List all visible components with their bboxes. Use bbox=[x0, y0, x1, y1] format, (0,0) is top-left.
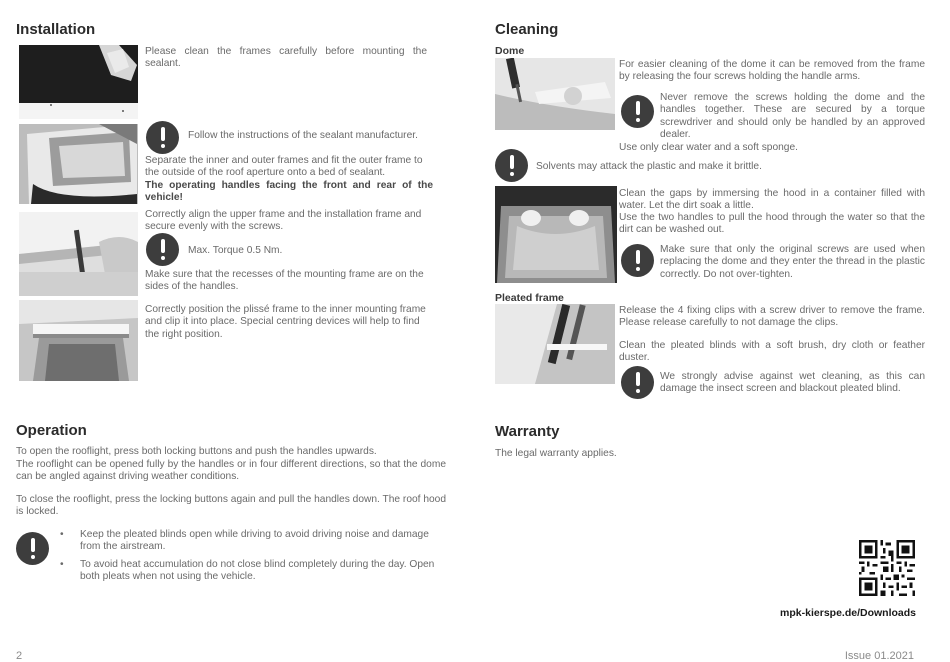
cleaning-dome-p1: For easier cleaning of the dome it can be removed from the frame by releasing the four screws holding the handle arms. bbox=[619, 59, 925, 83]
installation-heading: Installation bbox=[16, 21, 96, 38]
warning-icon bbox=[621, 366, 654, 399]
cleaning-heading: Cleaning bbox=[495, 21, 559, 38]
cleaning-photo-hood-water bbox=[495, 186, 617, 283]
list-item: • Keep the pleated blinds open while driving to avoid driving noise and damage from the airstream. bbox=[56, 529, 446, 554]
installation-photo-outer-frame bbox=[19, 124, 138, 204]
warning-icon bbox=[621, 95, 654, 128]
installation-photo-frame-cleaning bbox=[19, 45, 138, 119]
cleaning-photo-pleated-frame bbox=[495, 304, 615, 384]
operation-p3: To close the rooflight, press the locking buttons again and pull the handles down. The roof hood is locked. bbox=[16, 494, 446, 518]
installation-photo-plisse-frame bbox=[19, 300, 138, 381]
cleaning-screws-warn: Make sure that only the original screws are used when replacing the dome and they enter the thread in the plastic correctly. Do not over-tighten. bbox=[660, 244, 925, 280]
installation-step2: Separate the inner and outer frames and fit the outer frame to the outside of the roof aperture onto a bed of sealant. bbox=[145, 155, 423, 179]
issue-label: Issue 01.2021 bbox=[844, 650, 914, 662]
installation-warn1: Follow the instructions of the sealant manufacturer. bbox=[188, 130, 418, 141]
cleaning-dome-warn: Never remove the screws holding the dome and the handles together. These are secured by a torque screwdriver and should only be handled by an approved dealer. bbox=[660, 92, 925, 141]
cleaning-release: Release the 4 fixing clips with a screw driver to remove the frame. Please release carefully to not damage the clips. bbox=[619, 305, 925, 329]
installation-step1: Please clean the frames carefully before mounting the sealant. bbox=[145, 46, 427, 70]
installation-photo-screws bbox=[19, 212, 138, 296]
downloads-url[interactable]: mpk-kierspe.de/Downloads bbox=[780, 607, 916, 619]
warranty-heading: Warranty bbox=[495, 423, 560, 440]
operation-p2: The rooflight can be opened fully by the handles or in four different directions, so that the dome can be angled against driving weather conditions. bbox=[16, 459, 446, 483]
page-number: 2 bbox=[16, 650, 23, 662]
cleaning-water: Use only clear water and a soft sponge. bbox=[619, 142, 798, 153]
warning-icon bbox=[495, 149, 528, 182]
installation-step3: Correctly align the upper frame and the installation frame and secure evenly with the screws. bbox=[145, 209, 422, 233]
warning-icon bbox=[146, 233, 179, 266]
warranty-text: The legal warranty applies. bbox=[495, 448, 617, 459]
dome-subheading: Dome bbox=[495, 45, 525, 57]
cleaning-photo-dome-screwdriver bbox=[495, 58, 615, 130]
cleaning-solvents: Solvents may attack the plastic and make it brittle. bbox=[536, 161, 762, 172]
warning-icon bbox=[621, 244, 654, 277]
operation-bullet-list bbox=[56, 529, 446, 589]
warning-icon bbox=[16, 532, 49, 565]
pleated-frame-subheading: Pleated frame bbox=[495, 292, 564, 304]
operation-heading: Operation bbox=[16, 422, 87, 439]
installation-step2-bold: The operating handles facing the front and rear of the vehicle! bbox=[145, 180, 433, 204]
list-item: • To avoid heat accumulation do not close blind completely during the day. Open both pleats when not using the vehicle. bbox=[56, 559, 446, 584]
installation-step5: Correctly position the plissé frame to the inner mounting frame and clip it into place. Special centring devices will help to find the right position. bbox=[145, 304, 426, 340]
cleaning-pull: Use the two handles to pull the hood through the water so that the dirt can be washed out. bbox=[619, 212, 925, 236]
installation-torque: Max. Torque 0.5 Nm. bbox=[188, 245, 283, 256]
cleaning-blinds: Clean the pleated blinds with a soft brush, dry cloth or feather duster. bbox=[619, 340, 925, 364]
cleaning-wet-warn: We strongly advise against wet cleaning, as this can damage the insect screen and blackout pleated blind. bbox=[660, 371, 925, 395]
qr-code-icon bbox=[859, 540, 915, 596]
cleaning-gaps: Clean the gaps by immersing the hood in a container filled with water. Let the dirt soak a little. bbox=[619, 188, 925, 212]
installation-step4: Make sure that the recesses of the mounting frame are on the sides of the handles. bbox=[145, 269, 424, 293]
warning-icon bbox=[146, 121, 179, 154]
operation-p1: To open the rooflight, press both locking buttons and push the handles upwards. bbox=[16, 446, 377, 457]
